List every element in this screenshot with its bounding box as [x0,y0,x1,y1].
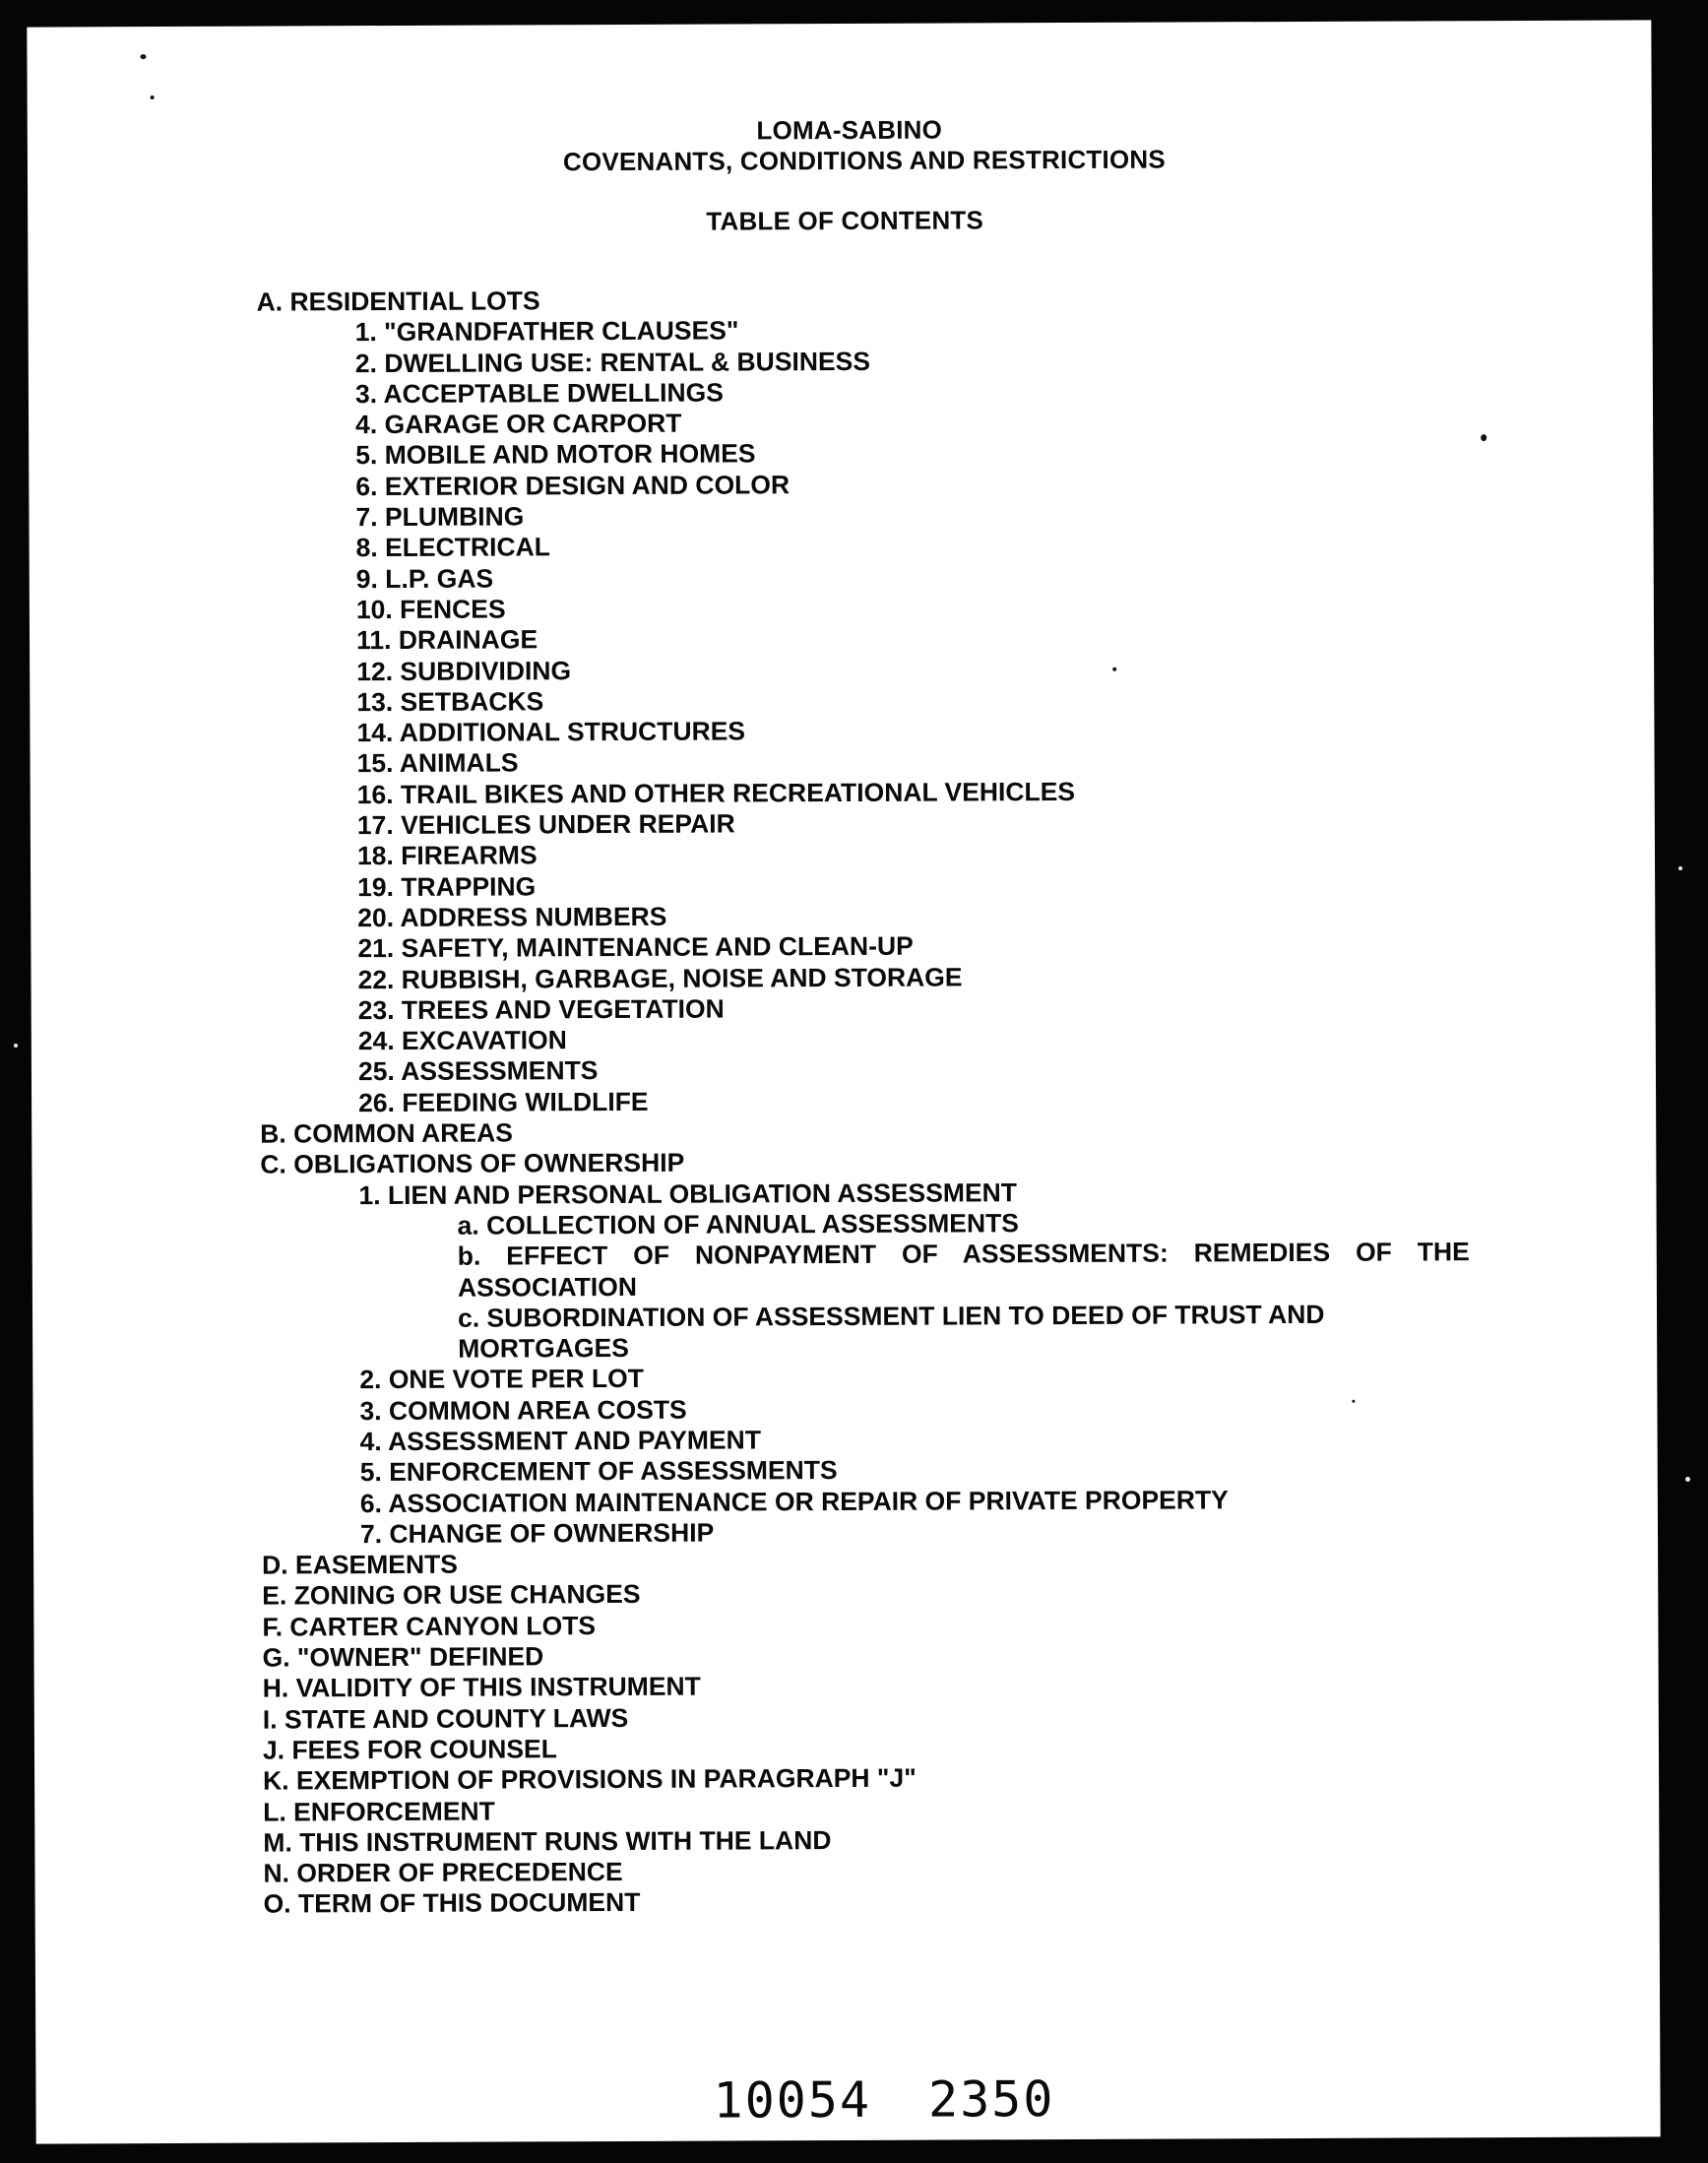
toc-item: 21. SAFETY, MAINTENANCE AND CLEAN-UP [357,930,914,964]
toc-item: 12. SUBDIVIDING [356,655,572,686]
toc-item: 23. TREES AND VEGETATION [357,993,725,1025]
toc-item: 25. ASSESSMENTS [357,1055,599,1087]
scan-speck [1678,866,1682,870]
toc-item: 3. ACCEPTABLE DWELLINGS [354,377,724,410]
toc-section: O. TERM OF THIS DOCUMENT [263,1887,641,1920]
scan-speck [151,95,155,99]
toc-item: 16. TRAIL BIKES AND OTHER RECREATIONAL VEHICLES [356,776,1076,809]
toc-item: 13. SETBACKS [356,686,544,718]
toc-item: 5. ENFORCEMENT OF ASSESSMENTS [359,1455,838,1488]
toc-item: 1. LIEN AND PERSONAL OBLIGATION ASSESSMENT [358,1177,1018,1210]
toc-section: F. CARTER CANYON LOTS [262,1610,597,1642]
toc-section: A. RESIDENTIAL LOTS [256,286,540,317]
toc-section: E. ZONING OR USE CHANGES [262,1579,641,1612]
toc-item: 2. ONE VOTE PER LOT [359,1364,644,1395]
toc-subitem: c. SUBORDINATION OF ASSESSMENT LIEN TO DEED OF TRUST AND [457,1299,1325,1333]
toc-item: 4. GARAGE OR CARPORT [355,408,682,440]
document-title: LOMA-SABINO [756,114,943,146]
toc-item: 18. FIREARMS [356,840,538,871]
scan-speck [1352,1400,1355,1403]
toc-section: H. VALIDITY OF THIS INSTRUMENT [262,1671,701,1703]
toc-item: 7. PLUMBING [355,501,525,533]
toc-item: 19. TRAPPING [357,871,537,902]
toc-item: 6. EXTERIOR DESIGN AND COLOR [355,470,791,501]
toc-section: I. STATE AND COUNTY LAWS [262,1702,629,1735]
table-of-contents [28,281,1659,1921]
toc-item: 10. FENCES [355,594,506,625]
toc-item: 1. "GRANDFATHER CLAUSES" [354,315,739,348]
toc-section: B. COMMON AREAS [260,1117,513,1149]
toc-item: 7. CHANGE OF OWNERSHIP [359,1517,715,1550]
page-number: 2350 [927,2070,1055,2129]
scan-speck [140,54,146,59]
toc-subitem: a. COLLECTION OF ANNUAL ASSESSMENTS [457,1208,1019,1241]
toc-item: 11. DRAINAGE [355,624,538,656]
toc-item: 8. ELECTRICAL [355,532,550,563]
scan-speck [1112,668,1116,671]
toc-section: D. EASEMENTS [262,1549,458,1580]
toc-subitem: b. EFFECT OF NONPAYMENT OF ASSESSMENTS: REMEDIES OF THE [457,1237,1470,1271]
toc-section: C. OBLIGATIONS OF OWNERSHIP [260,1148,685,1179]
toc-item: 14. ADDITIONAL STRUCTURES [356,716,746,748]
toc-item: 5. MOBILE AND MOTOR HOMES [355,438,756,471]
scan-speck [14,1044,18,1048]
toc-item: 6. ASSOCIATION MAINTENANCE OR REPAIR OF PRIVATE PROPERTY [359,1484,1229,1518]
toc-item: 3. COMMON AREA COSTS [359,1394,687,1426]
toc-subitem: MORTGAGES [458,1333,629,1364]
toc-item: 24. EXCAVATION [357,1025,567,1056]
toc-section: K. EXEMPTION OF PROVISIONS IN PARAGRAPH "J" [263,1762,917,1796]
toc-item: 22. RUBBISH, GARBAGE, NOISE AND STORAGE [357,962,963,994]
toc-section: M. THIS INSTRUMENT RUNS WITH THE LAND [263,1824,832,1858]
toc-section: J. FEES FOR COUNSEL [262,1734,557,1765]
toc-item: 17. VEHICLES UNDER REPAIR [356,808,735,841]
toc-item: 15. ANIMALS [356,747,519,779]
scan-speck [1685,1477,1690,1482]
toc-item: 2. DWELLING USE: RENTAL & BUSINESS [354,346,871,378]
scan-speck [1481,434,1487,441]
book-number: 10054 [713,2070,872,2130]
toc-item: 20. ADDRESS NUMBERS [357,901,667,933]
toc-item: 4. ASSESSMENT AND PAYMENT [359,1425,762,1457]
toc-section: G. "OWNER" DEFINED [262,1641,544,1673]
document-subtitle: COVENANTS, CONDITIONS AND RESTRICTIONS [562,144,1166,177]
toc-section: N. ORDER OF PRECEDENCE [263,1857,623,1888]
document-page [27,20,1660,2143]
toc-item: 9. L.P. GAS [355,563,494,594]
toc-subitem: ASSOCIATION [457,1271,638,1303]
toc-heading: TABLE OF CONTENTS [706,205,984,236]
toc-section: L. ENFORCEMENT [263,1796,495,1827]
recording-number [713,2070,1111,2130]
toc-item: 26. FEEDING WILDLIFE [358,1086,649,1117]
